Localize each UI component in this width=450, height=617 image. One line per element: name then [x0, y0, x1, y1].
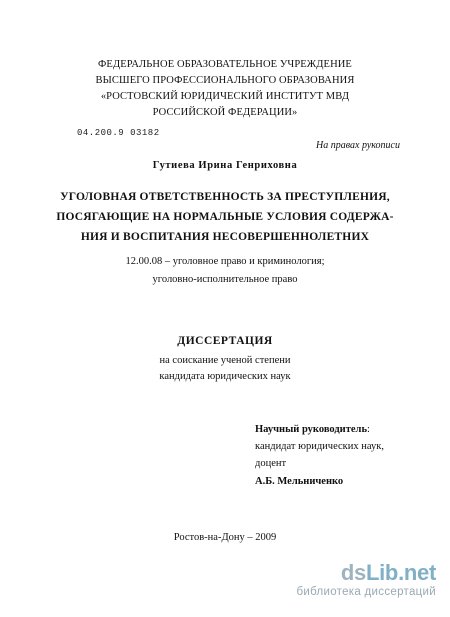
place-year: Ростов-на-Дону – 2009 — [173, 532, 277, 543]
specialty-line-1: 12.00.08 – уголовное право и криминология; — [125, 256, 325, 267]
supervisor-degree: кандидат юридических наук, — [255, 441, 384, 452]
institution-block — [0, 57, 450, 121]
title-line-2: ПОСЯГАЮЩИЕ НА НОРМАЛЬНЫЕ УСЛОВИЯ СОДЕРЖА- — [56, 211, 394, 223]
supervisor-name: А.Б. Мельниченко — [255, 476, 344, 487]
supervisor-heading: Научный руководитель — [255, 424, 367, 435]
institution-line-4: РОССИЙСКОЙ ФЕДЕРАЦИИ» — [152, 107, 298, 118]
archive-stamp: 04.200.9 03182 — [77, 128, 160, 138]
specialty-block — [0, 253, 450, 289]
degree-line-1: на соискание ученой степени — [159, 355, 291, 366]
author-name: Гутиева Ирина Генриховна — [152, 160, 298, 171]
supervisor-heading-row — [255, 421, 384, 438]
manuscript-note: На правах рукописи — [316, 140, 400, 151]
dissertation-heading: ДИССЕРТАЦИЯ — [177, 335, 273, 347]
watermark-logo-part2: Lib.net — [365, 560, 436, 585]
degree-block — [0, 353, 450, 385]
institution-line-2: ВЫСШЕГО ПРОФЕССИОНАЛЬНОГО ОБРАЗОВАНИЯ — [95, 75, 355, 86]
watermark-logo — [296, 562, 436, 584]
watermark-logo-part1: ds — [340, 560, 366, 585]
title-line-3: НИЯ И ВОСПИТАНИЯ НЕСОВЕРШЕННОЛЕТНИХ — [80, 231, 370, 243]
supervisor-title: доцент — [255, 458, 287, 469]
institution-line-3: «РОСТОВСКИЙ ЮРИДИЧЕСКИЙ ИНСТИТУТ МВД — [100, 91, 350, 102]
institution-line-1: ФЕДЕРАЛЬНОЕ ОБРАЗОВАТЕЛЬНОЕ УЧРЕЖДЕНИЕ — [98, 59, 352, 70]
supervisor-colon: : — [367, 424, 370, 435]
dissertation-title — [0, 187, 450, 247]
watermark-tagline: библиотека диссертаций — [296, 586, 436, 598]
title-line-1: УГОЛОВНАЯ ОТВЕТСТВЕННОСТЬ ЗА ПРЕСТУПЛЕНИЯ, — [60, 191, 390, 203]
supervisor-block — [255, 421, 384, 490]
specialty-line-2: уголовно-исполнительное право — [152, 274, 298, 285]
degree-line-2: кандидата юридических наук — [159, 371, 291, 382]
watermark — [296, 562, 436, 598]
